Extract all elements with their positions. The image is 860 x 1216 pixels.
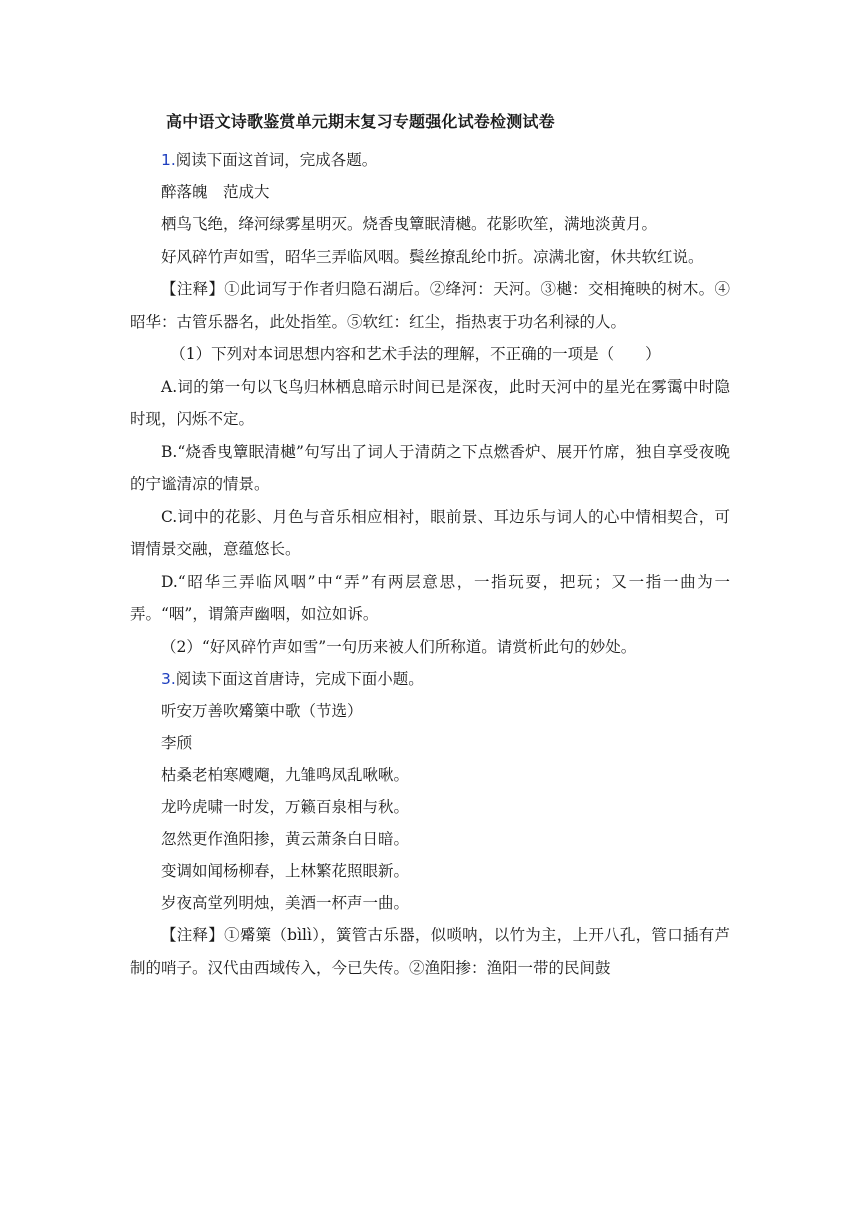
option-d: D.“昭华三弄临风咽”中“弄”有两层意思，一指玩耍，把玩；又一指一曲为一弄。“咽”，谓箫声幽咽，如泣如诉。 xyxy=(130,572,730,623)
poem-3-line: 枯桑老柏寒飕飗，九雏鸣凤乱啾啾。 xyxy=(161,766,410,784)
option-b: B.“烧香曳簟眠清樾”句写出了词人于清荫之下点燃香炉、展开竹席，独自享受夜晚的宁谧清凉的情景。 xyxy=(130,442,730,493)
poem-1-line-2: 好风碎竹声如雪，昭华三弄临风咽。鬓丝撩乱纶巾折。凉满北窗，休共软红说。 xyxy=(161,247,704,266)
question-1-sub-2: （2）“好风碎竹声如雪”一句历来被人们所称道。请赏析此句的妙处。 xyxy=(161,637,637,656)
poem-1-line-1: 栖鸟飞绝，绛河绿雾星明灭。烧香曳簟眠清樾。花影吹笙，满地淡黄月。 xyxy=(161,215,658,233)
poem-1-title: 醉落魄 范成大 xyxy=(161,183,270,201)
question-3-prompt xyxy=(130,663,730,695)
poem-3-note: 【注释】①觱篥（bìlì），簧管古乐器，似唢呐，以竹为主，上开八孔，管口插有芦制的哨子。汉代由西域传入，今已失传。②渔阳掺：渔阳一带的民间鼓 xyxy=(130,926,730,977)
question-1-prompt xyxy=(130,144,730,176)
poem-3-author: 李颀 xyxy=(161,734,193,752)
document-title: 高中语文诗歌鉴赏单元期末复习专题强化试卷检测试卷 xyxy=(166,112,555,131)
poem-3-line: 岁夜高堂列明烛，美酒一杯声一曲。 xyxy=(161,894,410,912)
poem-3-line: 龙吟虎啸一时发，万籁百泉相与秋。 xyxy=(161,798,410,816)
option-c: C.词中的花影、月色与音乐相应相衬，眼前景、耳边乐与词人的心中情相契合，可谓情景交融，意蕴悠长。 xyxy=(130,507,730,558)
poem-3-line: 变调如闻杨柳春，上林繁花照眼新。 xyxy=(161,862,410,880)
poem-3-line: 忽然更作渔阳掺，黄云萧条白日暗。 xyxy=(161,830,410,848)
question-3-number: 3. xyxy=(161,670,176,688)
question-3-prompt-text: 阅读下面这首唐诗，完成下面小题。 xyxy=(175,670,424,688)
question-1-sub-1: （1）下列对本词思想内容和艺术手法的理解，不正确的一项是（ ） xyxy=(170,345,661,363)
poem-1-note: 【注释】①此词写于作者归隐石湖后。②绛河：天河。③樾：交相掩映的树木。④昭华：古管乐器名，此处指笙。⑤软红：红尘，指热衷于功名利禄的人。 xyxy=(130,280,730,331)
poem-3-title: 听安万善吹觱篥中歌（节选） xyxy=(161,702,363,720)
question-1-prompt-text: 阅读下面这首词，完成各题。 xyxy=(175,151,378,169)
question-1-number: 1. xyxy=(161,151,176,169)
option-a: A.词的第一句以飞鸟归林栖息暗示时间已是深夜，此时天河中的星光在雾霭中时隐时现，闪烁不定。 xyxy=(130,377,730,428)
